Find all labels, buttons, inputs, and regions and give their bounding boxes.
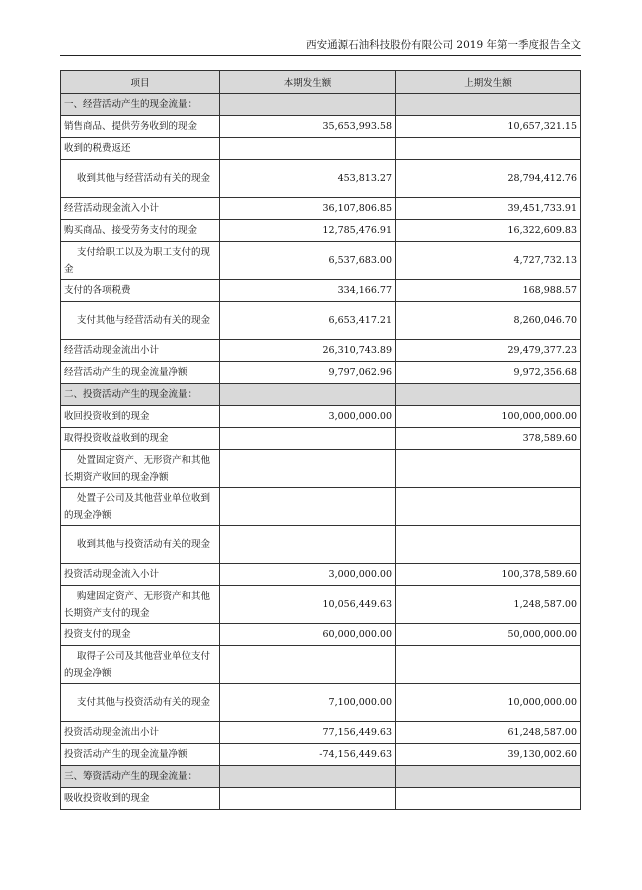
row-label: 经营活动现金流出小计 [61, 340, 220, 362]
table-row [61, 744, 581, 766]
table-row [61, 116, 581, 138]
row-label: 二、投资活动产生的现金流量： [61, 384, 220, 406]
previous-period-amount: 1,248,587.00 [396, 586, 581, 624]
current-period-amount [220, 526, 396, 564]
row-label: 支付其他与投资活动有关的现金 [61, 684, 220, 722]
column-header-previous: 上期发生额 [396, 71, 581, 94]
table-row [61, 280, 581, 302]
previous-period-amount [396, 450, 581, 488]
previous-period-amount [396, 488, 581, 526]
row-label: 吸收投资收到的现金 [61, 788, 220, 810]
row-label: 投资活动产生的现金流量净额 [61, 744, 220, 766]
previous-period-amount: 8,260,046.70 [396, 302, 581, 340]
row-label: 收回投资收到的现金 [61, 406, 220, 428]
row-label: 销售商品、提供劳务收到的现金 [61, 116, 220, 138]
current-period-amount [220, 646, 396, 684]
table-row [61, 138, 581, 160]
previous-period-amount: 10,000,000.00 [396, 684, 581, 722]
row-label: 一、经营活动产生的现金流量： [61, 94, 220, 116]
section-row [61, 94, 581, 116]
current-period-amount: 7,100,000.00 [220, 684, 396, 722]
current-period-amount: 36,107,806.85 [220, 198, 396, 220]
current-period-amount [220, 766, 396, 788]
current-period-amount [220, 450, 396, 488]
current-period-amount: 9,797,062.96 [220, 362, 396, 384]
table-row [61, 722, 581, 744]
row-label: 支付给职工以及为职工支付的现金 [61, 242, 220, 280]
table-row [61, 488, 581, 526]
current-period-amount: 26,310,743.89 [220, 340, 396, 362]
table-row [61, 450, 581, 488]
previous-period-amount: 100,000,000.00 [396, 406, 581, 428]
table-header-row [61, 71, 581, 94]
table-row [61, 564, 581, 586]
current-period-amount: 35,653,993.58 [220, 116, 396, 138]
current-period-amount [220, 94, 396, 116]
table-row [61, 302, 581, 340]
section-row [61, 766, 581, 788]
section-row [61, 384, 581, 406]
current-period-amount [220, 788, 396, 810]
table-row [61, 684, 581, 722]
row-label: 收到其他与投资活动有关的现金 [61, 526, 220, 564]
row-label: 支付其他与经营活动有关的现金 [61, 302, 220, 340]
current-period-amount: 6,653,417.21 [220, 302, 396, 340]
current-period-amount: 12,785,476.91 [220, 220, 396, 242]
row-label: 经营活动产生的现金流量净额 [61, 362, 220, 384]
previous-period-amount: 61,248,587.00 [396, 722, 581, 744]
previous-period-amount: 16,322,609.83 [396, 220, 581, 242]
current-period-amount: 6,537,683.00 [220, 242, 396, 280]
row-label: 购建固定资产、无形资产和其他长期资产支付的现金 [61, 586, 220, 624]
current-period-amount: 3,000,000.00 [220, 564, 396, 586]
header-divider [60, 55, 581, 56]
previous-period-amount [396, 646, 581, 684]
previous-period-amount: 39,451,733.91 [396, 198, 581, 220]
previous-period-amount [396, 788, 581, 810]
previous-period-amount: 28,794,412.76 [396, 160, 581, 198]
current-period-amount [220, 384, 396, 406]
previous-period-amount: 4,727,732.13 [396, 242, 581, 280]
page-header-title: 西安通源石油科技股份有限公司 2019 年第一季度报告全文 [306, 39, 581, 51]
table-row [61, 406, 581, 428]
column-header-current: 本期发生额 [220, 71, 396, 94]
current-period-amount: 3,000,000.00 [220, 406, 396, 428]
table-row [61, 220, 581, 242]
previous-period-amount: 10,657,321.15 [396, 116, 581, 138]
current-period-amount [220, 488, 396, 526]
current-period-amount: -74,156,449.63 [220, 744, 396, 766]
current-period-amount [220, 138, 396, 160]
column-header-item: 项目 [61, 71, 220, 94]
row-label: 三、筹资活动产生的现金流量： [61, 766, 220, 788]
row-label: 支付的各项税费 [61, 280, 220, 302]
previous-period-amount: 39,130,002.60 [396, 744, 581, 766]
previous-period-amount: 50,000,000.00 [396, 624, 581, 646]
table-row [61, 646, 581, 684]
current-period-amount: 60,000,000.00 [220, 624, 396, 646]
row-label: 投资活动现金流出小计 [61, 722, 220, 744]
table-row [61, 242, 581, 280]
previous-period-amount [396, 766, 581, 788]
row-label: 收到的税费返还 [61, 138, 220, 160]
table-row [61, 160, 581, 198]
table-row [61, 362, 581, 384]
row-label: 处置子公司及其他营业单位收到的现金净额 [61, 488, 220, 526]
row-label: 投资活动现金流入小计 [61, 564, 220, 586]
current-period-amount: 453,813.27 [220, 160, 396, 198]
table-row [61, 340, 581, 362]
row-label: 购买商品、接受劳务支付的现金 [61, 220, 220, 242]
previous-period-amount: 100,378,589.60 [396, 564, 581, 586]
row-label: 取得投资收益收到的现金 [61, 428, 220, 450]
table-row [61, 428, 581, 450]
row-label: 投资支付的现金 [61, 624, 220, 646]
table-row [61, 198, 581, 220]
row-label: 收到其他与经营活动有关的现金 [61, 160, 220, 198]
row-label: 取得子公司及其他营业单位支付的现金净额 [61, 646, 220, 684]
previous-period-amount: 168,988.57 [396, 280, 581, 302]
previous-period-amount: 9,972,356.68 [396, 362, 581, 384]
previous-period-amount: 29,479,377.23 [396, 340, 581, 362]
current-period-amount: 334,166.77 [220, 280, 396, 302]
current-period-amount: 77,156,449.63 [220, 722, 396, 744]
previous-period-amount: 378,589.60 [396, 428, 581, 450]
row-label: 经营活动现金流入小计 [61, 198, 220, 220]
previous-period-amount [396, 526, 581, 564]
current-period-amount [220, 428, 396, 450]
previous-period-amount [396, 384, 581, 406]
current-period-amount: 10,056,449.63 [220, 586, 396, 624]
row-label: 处置固定资产、无形资产和其他长期资产收回的现金净额 [61, 450, 220, 488]
table-row [61, 526, 581, 564]
table-row [61, 624, 581, 646]
table-row [61, 586, 581, 624]
table-row [61, 788, 581, 810]
previous-period-amount [396, 138, 581, 160]
previous-period-amount [396, 94, 581, 116]
cash-flow-table [60, 70, 581, 810]
